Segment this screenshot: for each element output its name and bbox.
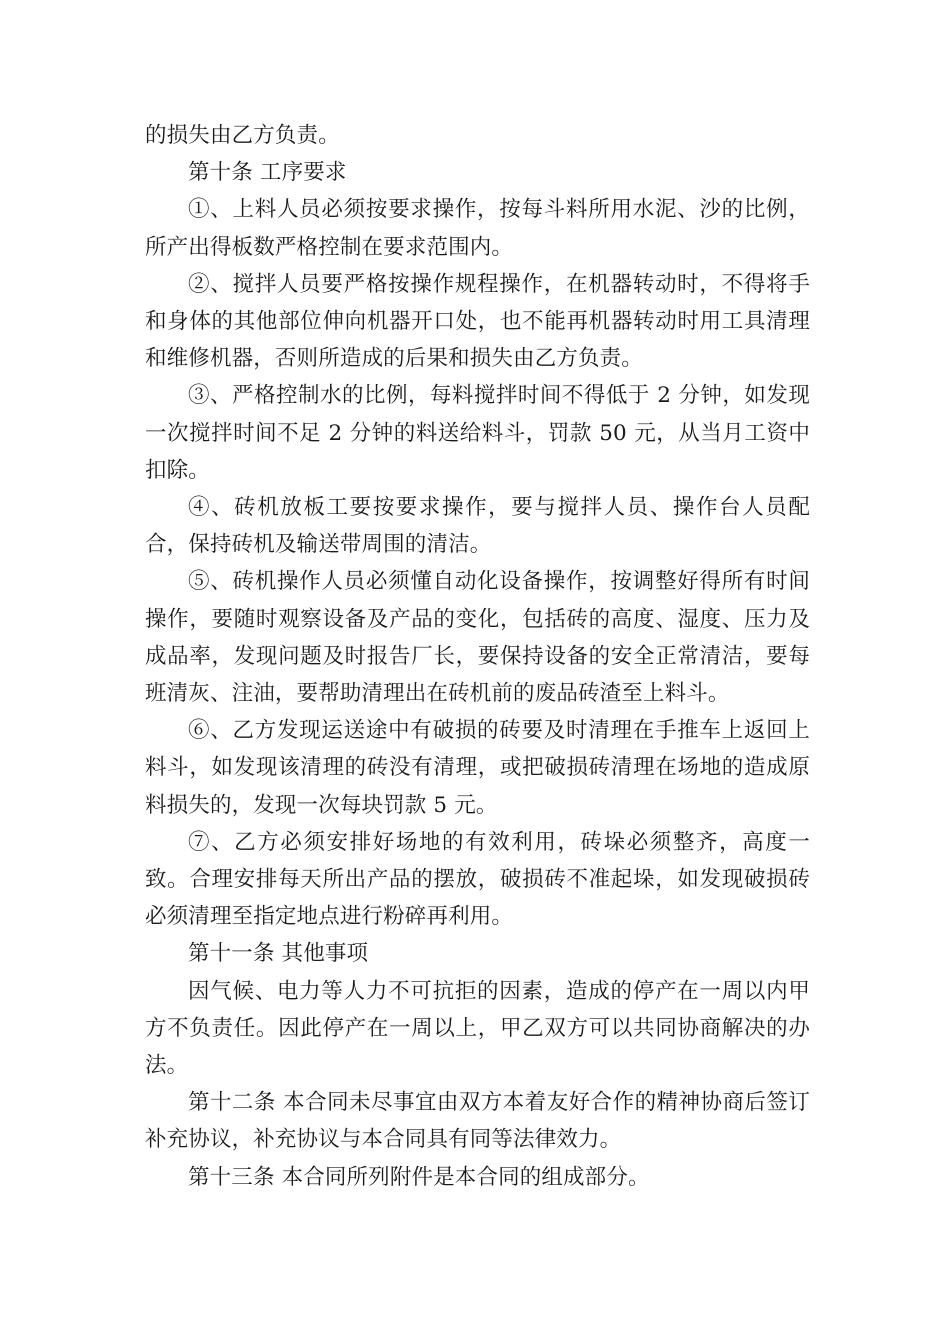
- document-body: [145, 117, 810, 1196]
- article-12-paragraph: 第十二条 本合同未尽事宜由双方本着友好合作的精神协商后签订补充协议，补充协议与本合同具有同等法律效力。: [145, 1090, 810, 1153]
- clause-7-site-use: ⑦、乙方必须安排好场地的有效利用，砖垛必须整齐，高度一致。合理安排每天所出产品的摆放，破损砖不准起垛，如发现破损砖必须清理至指定地点进行粉碎再利用。: [145, 829, 810, 930]
- clause-2-mixing: ②、搅拌人员要严格按操作规程操作，在机器转动时，不得将手和身体的其他部位伸向机器开口处，也不能再机器转动时用工具清理和维修机器，否则所造成的后果和损失由乙方负责。: [145, 271, 810, 372]
- clause-3-water-ratio: ③、严格控制水的比例，每料搅拌时间不得低于 2 分钟，如发现一次搅拌时间不足 2 分钟的料送给料斗，罚款 50 元，从当月工资中扣除。: [145, 383, 810, 483]
- force-majeure-paragraph: 因气候、电力等人力不可抗拒的因素，造成的停产在一周以内甲方不负责任。因此停产在一周以上，甲乙双方可以共同协商解决的办法。: [145, 978, 810, 1079]
- clause-4-board-placing: ④、砖机放板工要按要求操作，要与搅拌人员、操作台人员配合，保持砖机及输送带周围的清洁。: [145, 495, 810, 558]
- clause-5-machine-operation: ⑤、砖机操作人员必须懂自动化设备操作，按调整好得所有时间操作，要随时观察设备及产品的变化，包括砖的高度、湿度、压力及成品率，发现问题及时报告厂长，要保持设备的安全正常清洁，要每班清灰、注油，要帮助清理出在砖机前的废品砖渣至上料斗。: [145, 569, 810, 707]
- clause-1-feeding: ①、上料人员必须按要求操作，按每斗料所用水泥、沙的比例，所产出得板数严格控制在要求范围内。: [145, 197, 810, 260]
- article-13-paragraph: 第十三条 本合同所列附件是本合同的组成部分。: [188, 1164, 650, 1190]
- article-11-heading: 第十一条 其他事项: [188, 941, 369, 967]
- clause-6-damaged-bricks: ⑥、乙方发现运送途中有破损的砖要及时清理在手推车上返回上料斗，如发现该清理的砖没有清理，或把破损砖清理在场地的造成原料损失的，发现一次每块罚款 5 元。: [145, 718, 810, 818]
- article-10-heading: 第十条 工序要求: [188, 160, 347, 186]
- paragraph-continuation: 的损失由乙方负责。: [145, 123, 340, 148]
